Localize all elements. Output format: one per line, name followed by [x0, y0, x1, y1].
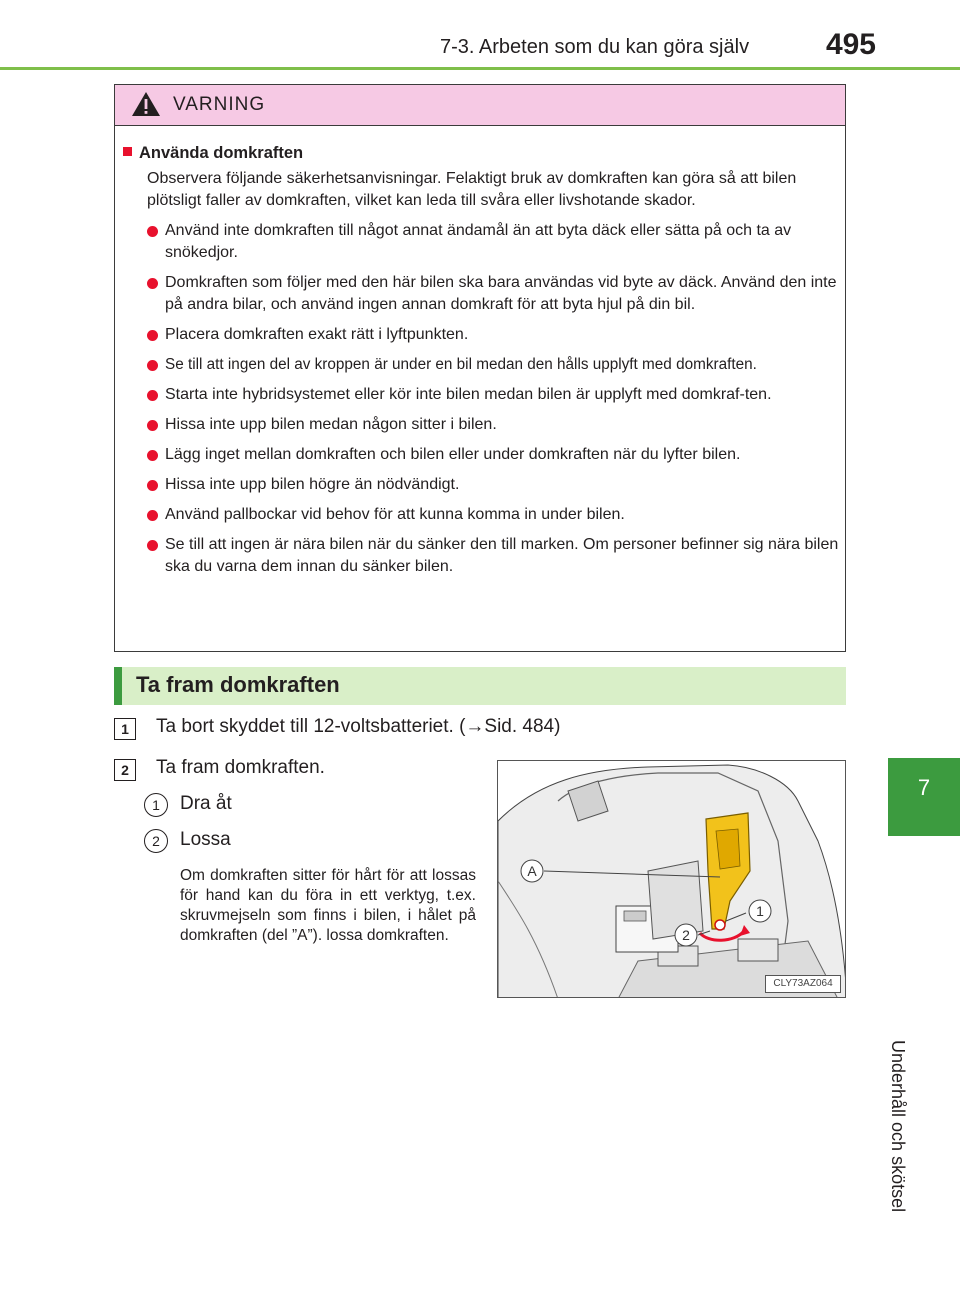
warning-item — [123, 324, 839, 346]
step-number-1: 1 — [114, 718, 136, 740]
substep-text-2: Lossa — [180, 829, 231, 850]
jack-illustration — [497, 760, 846, 998]
step-text-2: Ta fram domkraften. — [156, 757, 325, 778]
warning-item-text: Hissa inte upp bilen medan någon sitter i bilen. — [165, 416, 497, 433]
warning-item-text: Hissa inte upp bilen högre än nödvändigt. — [165, 476, 460, 493]
warning-item-text: Domkraften som följer med den här bilen ska bara användas vid byte av däck. Använd den inte på andra bilar, och använd ingen annan domkraft för att byta hjul på din bil. — [165, 274, 837, 313]
bullet-dot-icon — [147, 278, 158, 289]
callout-1-label: 1 — [756, 903, 764, 919]
section-title: Ta fram domkraften — [136, 672, 340, 697]
substep-number-1: 1 — [144, 793, 168, 817]
page-number: 495 — [825, 28, 876, 61]
warning-item-text: Se till att ingen del av kroppen är under en bil medan den hålls upplyft med domkraften. — [165, 356, 757, 373]
warning-item — [123, 384, 839, 406]
bullet-dot-icon — [147, 390, 158, 401]
chapter-tab — [888, 758, 960, 836]
warning-heading — [123, 142, 839, 164]
warning-title: VARNING — [173, 94, 266, 115]
warning-item-text: Använd pallbockar vid behov för att kunna komma in under bilen. — [165, 506, 625, 523]
step-number-2: 2 — [114, 759, 136, 781]
warning-item — [123, 354, 839, 376]
warning-triangle-icon — [131, 91, 161, 117]
step-text-1: Ta bort skyddet till 12-voltsbatteriet. (→Sid. 484) — [156, 716, 561, 737]
warning-heading-text: Använda domkraften — [139, 144, 304, 162]
warning-item-text: Placera domkraften exakt rätt i lyftpunkten. — [165, 326, 469, 343]
figure-code: CLY73AZ064 — [765, 975, 841, 993]
section-heading — [114, 667, 846, 705]
trunk-jack-drawing — [498, 761, 846, 998]
section-accent-bar — [114, 667, 122, 705]
bullet-dot-icon — [147, 540, 158, 551]
warning-item — [123, 414, 839, 436]
warning-item — [123, 272, 839, 316]
substep-number-2: 2 — [144, 829, 168, 853]
warning-item-text: Lägg inget mellan domkraften och bilen eller under domkraften när du lyfter bilen. — [165, 446, 741, 463]
callout-2-label: 2 — [682, 927, 690, 943]
warning-item — [123, 220, 839, 264]
warning-body — [115, 126, 845, 578]
warning-item — [123, 444, 839, 466]
substep-text-1: Dra åt — [180, 793, 232, 814]
step-note: Om domkraften sitter för hårt för att lossas för hand kan du föra in ett verktyg, t.ex. skruvmejseln som finns i bilen, i hålet på domkraften (del ”A”). lossa domkraften. — [180, 867, 476, 944]
warning-item-text: Starta inte hybridsystemet eller kör inte bilen medan bilen är upplyft med domkraf-ten. — [165, 386, 772, 403]
bullet-dot-icon — [147, 360, 158, 371]
callout-a-label: A — [527, 863, 537, 879]
warning-item — [123, 474, 839, 496]
warning-item — [123, 504, 839, 526]
chapter-number: 7 — [917, 775, 931, 800]
warning-item — [123, 534, 839, 578]
running-header: 7-3. Arbeten som du kan göra själv — [440, 36, 750, 58]
bullet-dot-icon — [147, 450, 158, 461]
warning-header — [115, 85, 845, 126]
bullet-dot-icon — [147, 480, 158, 491]
warning-intro: Observera följande säkerhetsanvisningar. Felaktigt bruk av domkraften kan göra så att bilen plötsligt faller av domkraften, vilket kan leda till svåra eller livshotande skador. — [147, 170, 797, 209]
bullet-dot-icon — [147, 420, 158, 431]
square-bullet-icon — [123, 147, 132, 156]
warning-box — [114, 84, 846, 652]
warning-item-text: Se till att ingen är nära bilen när du sänker den till marken. Om personer befinner sig nära bilen ska du varna dem innan du sänker bilen. — [165, 536, 839, 575]
chapter-label: Underhåll och skötsel — [888, 1040, 908, 1213]
header-divider — [0, 67, 960, 70]
bullet-dot-icon — [147, 226, 158, 237]
warning-item-text: Använd inte domkraften till något annat ändamål än att byta däck eller sätta på och ta av snökedjor. — [165, 222, 792, 261]
bullet-dot-icon — [147, 330, 158, 341]
bullet-dot-icon — [147, 510, 158, 521]
